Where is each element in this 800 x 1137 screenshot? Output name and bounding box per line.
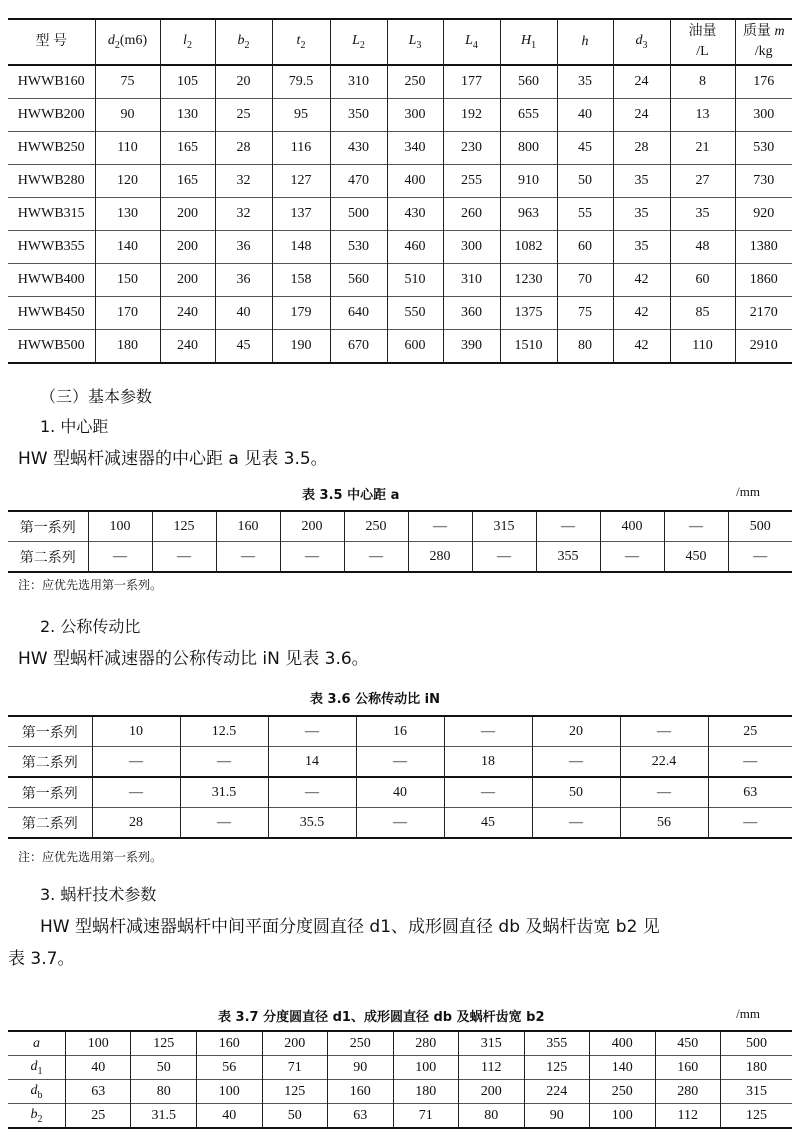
worm-parameters-table bbox=[8, 1030, 792, 1129]
table-cell: 79.5 bbox=[272, 65, 330, 99]
table-cell: 90 bbox=[524, 1104, 590, 1129]
table-cell: 112 bbox=[655, 1104, 721, 1129]
table-cell: — bbox=[444, 716, 532, 747]
table-cell: 40 bbox=[557, 99, 613, 132]
table-cell: 910 bbox=[500, 165, 557, 198]
table-cell: 125 bbox=[152, 511, 216, 542]
table-cell: 280 bbox=[655, 1080, 721, 1104]
table-cell: 400 bbox=[600, 511, 664, 542]
table-3-7-caption: 表 3.7 分度圆直径 d1、成形圆直径 db 及蜗杆齿宽 b2 bbox=[218, 1010, 545, 1025]
table-cell: 260 bbox=[443, 198, 500, 231]
table-cell: 510 bbox=[387, 264, 443, 297]
table-row bbox=[8, 808, 792, 839]
table-cell: 280 bbox=[408, 542, 472, 573]
table-cell: 71 bbox=[262, 1056, 328, 1080]
table-cell: 28 bbox=[215, 132, 272, 165]
table-cell: — bbox=[180, 808, 268, 839]
table-cell: 160 bbox=[197, 1031, 263, 1056]
table-row bbox=[8, 777, 792, 808]
table-cell: 20 bbox=[532, 716, 620, 747]
table-cell: — bbox=[356, 747, 444, 778]
row-label-cell: 第一系列 bbox=[21, 786, 78, 802]
table-cell: 300 bbox=[387, 99, 443, 132]
table-cell: — bbox=[280, 542, 344, 573]
table-cell: 100 bbox=[590, 1104, 656, 1129]
table-cell: 21 bbox=[670, 132, 735, 165]
table-row bbox=[8, 716, 792, 747]
table-cell: 63 bbox=[328, 1104, 394, 1129]
table-cell: 48 bbox=[670, 231, 735, 264]
table-cell: 315 bbox=[472, 511, 536, 542]
table-row bbox=[8, 165, 792, 198]
table-cell: — bbox=[92, 777, 180, 808]
table-cell: 560 bbox=[330, 264, 387, 297]
table-cell: 240 bbox=[160, 330, 215, 364]
table-cell: 35.5 bbox=[268, 808, 356, 839]
table-cell: — bbox=[536, 511, 600, 542]
table-cell: — bbox=[620, 777, 708, 808]
table-cell: — bbox=[708, 808, 792, 839]
table-row bbox=[8, 231, 792, 264]
table-cell: 12.5 bbox=[180, 716, 268, 747]
table-cell: 180 bbox=[393, 1080, 459, 1104]
table-cell: 355 bbox=[536, 542, 600, 573]
table-cell: 25 bbox=[708, 716, 792, 747]
table-row bbox=[8, 747, 792, 778]
table-cell: 75 bbox=[557, 297, 613, 330]
table-cell: 42 bbox=[613, 330, 670, 364]
table-cell: 158 bbox=[272, 264, 330, 297]
table-cell: 63 bbox=[65, 1080, 131, 1104]
paragraph-center-distance: HW 型蜗杆减速器的中心距 a 见表 3.5。 bbox=[18, 449, 328, 469]
table-row bbox=[8, 198, 792, 231]
table-cell: 500 bbox=[330, 198, 387, 231]
table-cell: 35 bbox=[613, 231, 670, 264]
table-cell: 22.4 bbox=[620, 747, 708, 778]
table-cell: 28 bbox=[92, 808, 180, 839]
table-cell: 137 bbox=[272, 198, 330, 231]
table-cell: 35 bbox=[557, 65, 613, 99]
table-3-6-caption: 表 3.6 公称传动比 iN bbox=[310, 692, 440, 707]
table-cell: — bbox=[664, 511, 728, 542]
table-cell: 18 bbox=[444, 747, 532, 778]
table-cell: 148 bbox=[272, 231, 330, 264]
table-cell: 200 bbox=[280, 511, 344, 542]
table-cell: 160 bbox=[328, 1080, 394, 1104]
row-label-cell: HWWB355 bbox=[17, 239, 85, 254]
table-cell: 280 bbox=[393, 1031, 459, 1056]
table-cell: 42 bbox=[613, 297, 670, 330]
table-cell: 112 bbox=[459, 1056, 525, 1080]
row-label-cell: HWWB315 bbox=[17, 206, 85, 221]
table-cell: 192 bbox=[443, 99, 500, 132]
table-cell: — bbox=[216, 542, 280, 573]
table-cell: 1380 bbox=[735, 231, 792, 264]
table-cell: — bbox=[532, 747, 620, 778]
table-cell: $H_1$ bbox=[500, 19, 557, 65]
table-cell: 85 bbox=[670, 297, 735, 330]
table-cell: 120 bbox=[95, 165, 160, 198]
table-cell: 250 bbox=[328, 1031, 394, 1056]
table-cell: 125 bbox=[262, 1080, 328, 1104]
row-label-cell: HWWB280 bbox=[17, 173, 85, 188]
table-row bbox=[8, 511, 792, 542]
table-cell: 300 bbox=[443, 231, 500, 264]
table-cell: 140 bbox=[95, 231, 160, 264]
table-cell: — bbox=[444, 777, 532, 808]
table-cell: 640 bbox=[330, 297, 387, 330]
row-label-cell: $d_b$ bbox=[30, 1082, 43, 1101]
table-cell: 300 bbox=[735, 99, 792, 132]
table-cell: 40 bbox=[356, 777, 444, 808]
table-cell: 71 bbox=[393, 1104, 459, 1129]
table-cell: 470 bbox=[330, 165, 387, 198]
table-cell: 224 bbox=[524, 1080, 590, 1104]
table-cell: 400 bbox=[387, 165, 443, 198]
table-cell: 31.5 bbox=[131, 1104, 197, 1129]
table-cell: 100 bbox=[393, 1056, 459, 1080]
table-cell: 20 bbox=[215, 65, 272, 99]
paragraph-ratio: HW 型蜗杆减速器的公称传动比 iN 见表 3.6。 bbox=[18, 649, 369, 669]
table-cell: 430 bbox=[387, 198, 443, 231]
row-label-cell: 型 号 bbox=[35, 34, 67, 50]
table-cell: 8 bbox=[670, 65, 735, 99]
table-cell: 25 bbox=[65, 1104, 131, 1129]
row-label-cell: 第一系列 bbox=[19, 520, 76, 536]
table-cell: 500 bbox=[728, 511, 792, 542]
table-cell: 35 bbox=[670, 198, 735, 231]
table-cell: 730 bbox=[735, 165, 792, 198]
table-cell: 200 bbox=[459, 1080, 525, 1104]
table-cell: 36 bbox=[215, 264, 272, 297]
table-cell: 31.5 bbox=[180, 777, 268, 808]
table-3-5-caption: 表 3.5 中心距 a bbox=[302, 488, 400, 503]
table-cell: 60 bbox=[670, 264, 735, 297]
table-cell: 14 bbox=[268, 747, 356, 778]
table-cell: 110 bbox=[670, 330, 735, 364]
table-cell: 255 bbox=[443, 165, 500, 198]
table-cell: $l_2$ bbox=[160, 19, 215, 65]
subheading-center-distance: 1. 中心距 bbox=[40, 417, 109, 436]
row-label-cell: HWWB500 bbox=[17, 338, 85, 353]
table-cell: 50 bbox=[131, 1056, 197, 1080]
table-cell: 460 bbox=[387, 231, 443, 264]
table-row bbox=[8, 297, 792, 330]
ratio-table bbox=[8, 715, 792, 839]
row-label-cell: HWWB400 bbox=[17, 272, 85, 287]
table-cell: 655 bbox=[500, 99, 557, 132]
table-cell: 250 bbox=[344, 511, 408, 542]
table-cell: 250 bbox=[387, 65, 443, 99]
row-label-cell: $b_2$ bbox=[30, 1106, 43, 1125]
table-cell: 13 bbox=[670, 99, 735, 132]
table-3-6-note: 注：应优先选用第一系列。 bbox=[18, 850, 163, 864]
table-cell: 140 bbox=[590, 1056, 656, 1080]
table-cell: 310 bbox=[330, 65, 387, 99]
subheading-ratio: 2. 公称传动比 bbox=[40, 617, 141, 636]
table-cell: 430 bbox=[330, 132, 387, 165]
row-label-cell: HWWB160 bbox=[17, 74, 85, 89]
table-cell: 670 bbox=[330, 330, 387, 364]
table-cell: 350 bbox=[330, 99, 387, 132]
table-cell: 110 bbox=[95, 132, 160, 165]
table-cell: 530 bbox=[330, 231, 387, 264]
table-cell: 116 bbox=[272, 132, 330, 165]
table-cell: — bbox=[408, 511, 472, 542]
table-cell: 165 bbox=[160, 165, 215, 198]
table-cell: 125 bbox=[131, 1031, 197, 1056]
row-label-cell: HWWB450 bbox=[17, 305, 85, 320]
table-cell: 400 bbox=[590, 1031, 656, 1056]
table-cell: 40 bbox=[197, 1104, 263, 1129]
table-cell: 2910 bbox=[735, 330, 792, 364]
table-cell: — bbox=[92, 747, 180, 778]
table-cell: — bbox=[600, 542, 664, 573]
table-cell: 95 bbox=[272, 99, 330, 132]
table-cell: 80 bbox=[459, 1104, 525, 1129]
table-cell: 80 bbox=[557, 330, 613, 364]
table-cell: 450 bbox=[664, 542, 728, 573]
table-cell: 240 bbox=[160, 297, 215, 330]
table-cell: 125 bbox=[721, 1104, 792, 1129]
table-cell: 油量 /L bbox=[670, 19, 735, 65]
table-cell: 90 bbox=[95, 99, 160, 132]
table-cell: — bbox=[728, 542, 792, 573]
table-cell: 125 bbox=[524, 1056, 590, 1080]
table-cell: 75 bbox=[95, 65, 160, 99]
table-cell: 800 bbox=[500, 132, 557, 165]
table-cell: 42 bbox=[613, 264, 670, 297]
table-cell: — bbox=[88, 542, 152, 573]
table-cell: 150 bbox=[95, 264, 160, 297]
table-cell: $d_2(m6)$ bbox=[95, 19, 160, 65]
table-cell: 963 bbox=[500, 198, 557, 231]
row-label-cell: 第一系列 bbox=[21, 725, 78, 741]
table-cell: 200 bbox=[160, 231, 215, 264]
table-cell: 500 bbox=[721, 1031, 792, 1056]
table-cell: $t_2$ bbox=[272, 19, 330, 65]
table-cell: 32 bbox=[215, 165, 272, 198]
table-cell: 1230 bbox=[500, 264, 557, 297]
table-cell: 360 bbox=[443, 297, 500, 330]
table-row bbox=[8, 1080, 792, 1104]
table-cell: 24 bbox=[613, 65, 670, 99]
table-cell: 160 bbox=[655, 1056, 721, 1080]
table-cell: 2170 bbox=[735, 297, 792, 330]
table-cell: 45 bbox=[444, 808, 532, 839]
table-cell: — bbox=[268, 716, 356, 747]
table-cell: — bbox=[472, 542, 536, 573]
section-heading: （三）基本参数 bbox=[40, 387, 153, 406]
table-cell: 32 bbox=[215, 198, 272, 231]
table-cell: 130 bbox=[160, 99, 215, 132]
table-cell: 450 bbox=[655, 1031, 721, 1056]
table-row bbox=[8, 1104, 792, 1129]
table-cell: 390 bbox=[443, 330, 500, 364]
table-cell: 1510 bbox=[500, 330, 557, 364]
table-cell: 1375 bbox=[500, 297, 557, 330]
row-label-cell: 第二系列 bbox=[19, 550, 76, 566]
table-cell: 190 bbox=[272, 330, 330, 364]
table-row bbox=[8, 132, 792, 165]
table-cell: 90 bbox=[328, 1056, 394, 1080]
table-cell: 25 bbox=[215, 99, 272, 132]
table-cell: $b_2$ bbox=[215, 19, 272, 65]
table-cell: 315 bbox=[721, 1080, 792, 1104]
table-cell: 340 bbox=[387, 132, 443, 165]
row-label-cell: $d_1$ bbox=[30, 1058, 43, 1077]
table-row bbox=[8, 65, 792, 99]
table-cell: 35 bbox=[613, 165, 670, 198]
row-label-cell: 第二系列 bbox=[21, 755, 78, 771]
table-cell: 560 bbox=[500, 65, 557, 99]
table-cell: — bbox=[344, 542, 408, 573]
table-cell: $L_4$ bbox=[443, 19, 500, 65]
table-cell: — bbox=[708, 747, 792, 778]
table-cell: 179 bbox=[272, 297, 330, 330]
table-row bbox=[8, 1056, 792, 1080]
table-cell: 40 bbox=[65, 1056, 131, 1080]
dimensions-table bbox=[8, 18, 792, 364]
table-cell: 530 bbox=[735, 132, 792, 165]
table-cell: 165 bbox=[160, 132, 215, 165]
table-cell: 100 bbox=[65, 1031, 131, 1056]
table-cell: 10 bbox=[92, 716, 180, 747]
table-cell: 1082 bbox=[500, 231, 557, 264]
table-cell: — bbox=[356, 808, 444, 839]
table-cell: 127 bbox=[272, 165, 330, 198]
table-cell: 310 bbox=[443, 264, 500, 297]
table-cell: 200 bbox=[160, 264, 215, 297]
table-cell: 24 bbox=[613, 99, 670, 132]
table-cell: 180 bbox=[95, 330, 160, 364]
table-cell: 36 bbox=[215, 231, 272, 264]
table-cell: 70 bbox=[557, 264, 613, 297]
row-label-cell: HWWB250 bbox=[17, 140, 85, 155]
table-3-5-unit: /mm bbox=[736, 484, 760, 499]
table-cell: 177 bbox=[443, 65, 500, 99]
table-cell: 355 bbox=[524, 1031, 590, 1056]
table-cell: 63 bbox=[708, 777, 792, 808]
table-3-7-unit: /mm bbox=[736, 1006, 760, 1021]
table-cell: 550 bbox=[387, 297, 443, 330]
table-cell: 1860 bbox=[735, 264, 792, 297]
table-cell: 180 bbox=[721, 1056, 792, 1080]
table-cell: 600 bbox=[387, 330, 443, 364]
table-cell: $L_3$ bbox=[387, 19, 443, 65]
table-cell: 60 bbox=[557, 231, 613, 264]
table-row bbox=[8, 264, 792, 297]
table-cell: 55 bbox=[557, 198, 613, 231]
table-cell: $L_2$ bbox=[330, 19, 387, 65]
table-cell: 230 bbox=[443, 132, 500, 165]
table-cell: 80 bbox=[131, 1080, 197, 1104]
row-label-cell: 第二系列 bbox=[21, 816, 78, 832]
table-cell: 40 bbox=[215, 297, 272, 330]
table-cell: — bbox=[268, 777, 356, 808]
table-cell: — bbox=[532, 808, 620, 839]
table-row bbox=[8, 330, 792, 364]
table-cell: — bbox=[152, 542, 216, 573]
table-cell: 27 bbox=[670, 165, 735, 198]
table-cell: 56 bbox=[197, 1056, 263, 1080]
table-cell: 56 bbox=[620, 808, 708, 839]
table-cell: 920 bbox=[735, 198, 792, 231]
table-cell: — bbox=[180, 747, 268, 778]
table-cell: 50 bbox=[557, 165, 613, 198]
table-cell: 100 bbox=[197, 1080, 263, 1104]
table-cell: 250 bbox=[590, 1080, 656, 1104]
table-cell: 16 bbox=[356, 716, 444, 747]
header-row bbox=[8, 19, 792, 65]
table-cell: 45 bbox=[215, 330, 272, 364]
table-cell: 315 bbox=[459, 1031, 525, 1056]
table-cell: 105 bbox=[160, 65, 215, 99]
table-3-5-note: 注：应优先选用第一系列。 bbox=[18, 578, 163, 592]
table-cell: 28 bbox=[613, 132, 670, 165]
table-cell: 50 bbox=[532, 777, 620, 808]
table-row bbox=[8, 1031, 792, 1056]
row-label-cell: a bbox=[32, 1035, 40, 1051]
table-cell: 35 bbox=[613, 198, 670, 231]
table-cell: 176 bbox=[735, 65, 792, 99]
table-cell: — bbox=[620, 716, 708, 747]
table-cell: 130 bbox=[95, 198, 160, 231]
table-row bbox=[8, 99, 792, 132]
table-cell: 质量 m /kg bbox=[735, 19, 792, 65]
subheading-worm: 3. 蜗杆技术参数 bbox=[40, 885, 157, 904]
table-cell: 100 bbox=[88, 511, 152, 542]
table-cell: 200 bbox=[160, 198, 215, 231]
table-cell: h bbox=[557, 19, 613, 65]
paragraph-worm-line2: 表 3.7。 bbox=[8, 949, 75, 969]
table-cell: 50 bbox=[262, 1104, 328, 1129]
table-cell: $d_3$ bbox=[613, 19, 670, 65]
table-cell: 45 bbox=[557, 132, 613, 165]
table-cell: 160 bbox=[216, 511, 280, 542]
row-label-cell: HWWB200 bbox=[17, 107, 85, 122]
table-row bbox=[8, 542, 792, 573]
table-cell: 170 bbox=[95, 297, 160, 330]
center-distance-table bbox=[8, 510, 792, 573]
paragraph-worm-line1: HW 型蜗杆减速器蜗杆中间平面分度圆直径 d1、成形圆直径 db 及蜗杆齿宽 b2 见 bbox=[40, 917, 660, 937]
table-cell: 200 bbox=[262, 1031, 328, 1056]
